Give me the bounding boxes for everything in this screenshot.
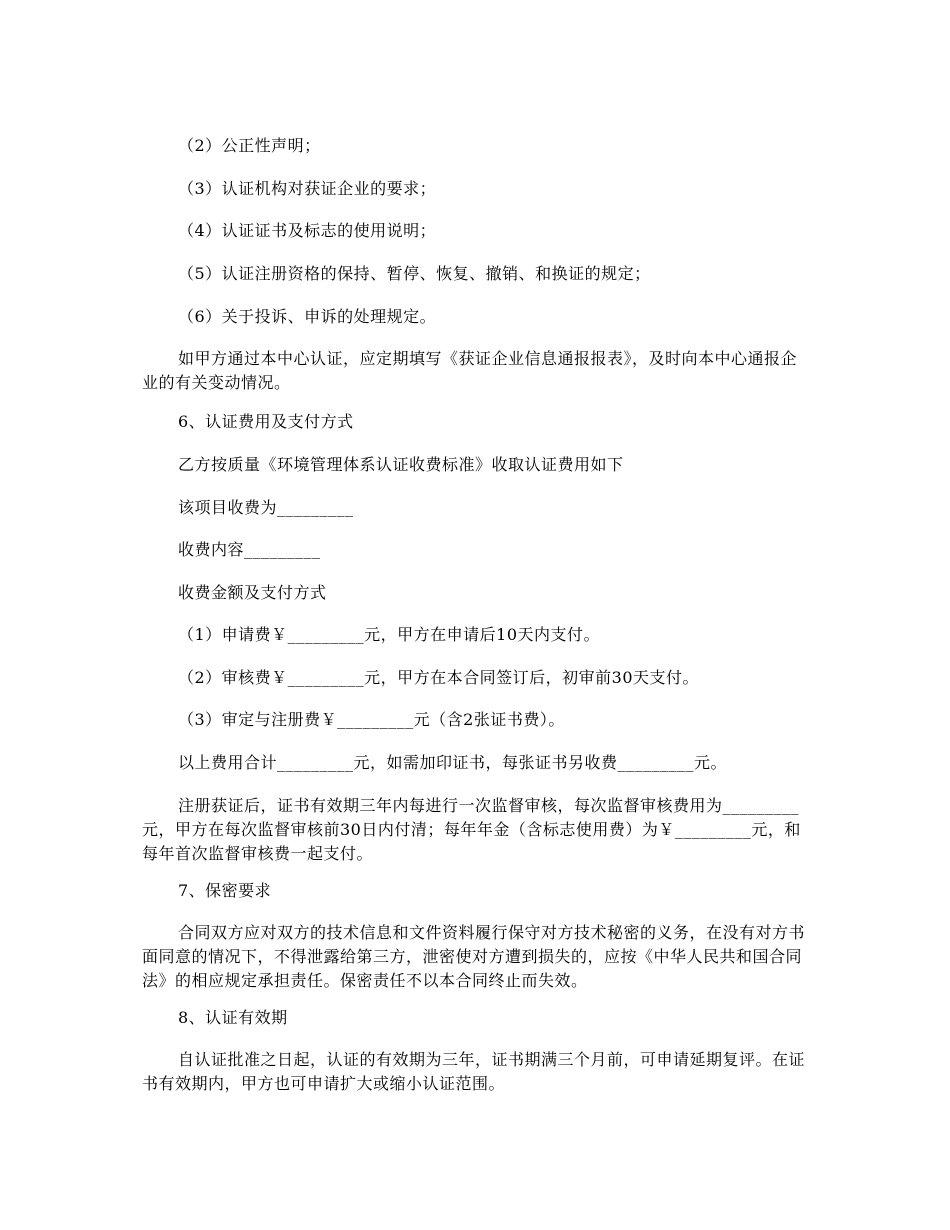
paragraph-fee-content: 收费内容_________ <box>178 540 321 559</box>
paragraph-validity: 自认证批准之日起，认证的有效期为三年，证书期满三个月前，可申请延期复评。在证书有效期内，甲方也可申请扩大或缩小认证范围。 <box>142 1050 806 1093</box>
heading-fees: 6、认证费用及支付方式 <box>178 412 354 431</box>
paragraph-certificate-usage: （4）认证证书及标志的使用说明； <box>178 221 437 240</box>
paragraph-audit-fee: （2）审核费￥_________元，甲方在本合同签订后，初审前30天支付。 <box>178 668 700 687</box>
paragraph-complaint-rules: （6）关于投诉、申诉的处理规定。 <box>178 307 437 326</box>
paragraph-fee-amount: 收费金额及支付方式 <box>178 583 327 602</box>
heading-validity: 8、认证有效期 <box>178 1008 288 1027</box>
paragraph-registration-fee: （3）审定与注册费￥_________元（含2张证书费）。 <box>178 710 565 729</box>
paragraph-fee-standard: 乙方按质量《环境管理体系认证收费标准》收取认证费用如下 <box>178 455 624 474</box>
heading-confidentiality: 7、保密要求 <box>178 881 272 900</box>
paragraph-requirements-for-certified: （3）认证机构对获证企业的要求； <box>178 179 437 198</box>
paragraph-notification: 如甲方通过本中心认证，应定期填写《获证企业信息通报报表》，及时向本中心通报企业的有关变动情况。 <box>142 349 798 392</box>
paragraph-registration-rules: （5）认证注册资格的保持、暂停、恢复、撤销、和换证的规定； <box>178 264 651 283</box>
paragraph-confidentiality: 合同双方应对双方的技术信息和文件资料履行保守对方技术秘密的义务，在没有对方书面同意的情况下，不得泄露给第三方，泄密使对方遭到损失的，应按《中华人民共和国合同法》的相应规定承担责任。保密责任不以本合同终止而失效。 <box>142 923 806 990</box>
paragraph-total-fee: 以上费用合计_________元，如需加印证书，每张证书另收费_________元。 <box>178 753 728 772</box>
paragraph-impartiality-statement: （2）公正性声明； <box>178 136 321 155</box>
paragraph-application-fee: （1）申请费￥_________元，甲方在申请后10天内支付。 <box>178 625 601 644</box>
paragraph-surveillance-fee: 注册获证后，证书有效期三年内每进行一次监督审核，每次监督审核费用为_________元，甲方在每次监督审核前30日内付清；每年年金（含标志使用费）为￥_________元，和每年首次监督审核费一起支付。 <box>142 796 801 863</box>
paragraph-project-fee: 该项目收费为_________ <box>178 498 354 517</box>
